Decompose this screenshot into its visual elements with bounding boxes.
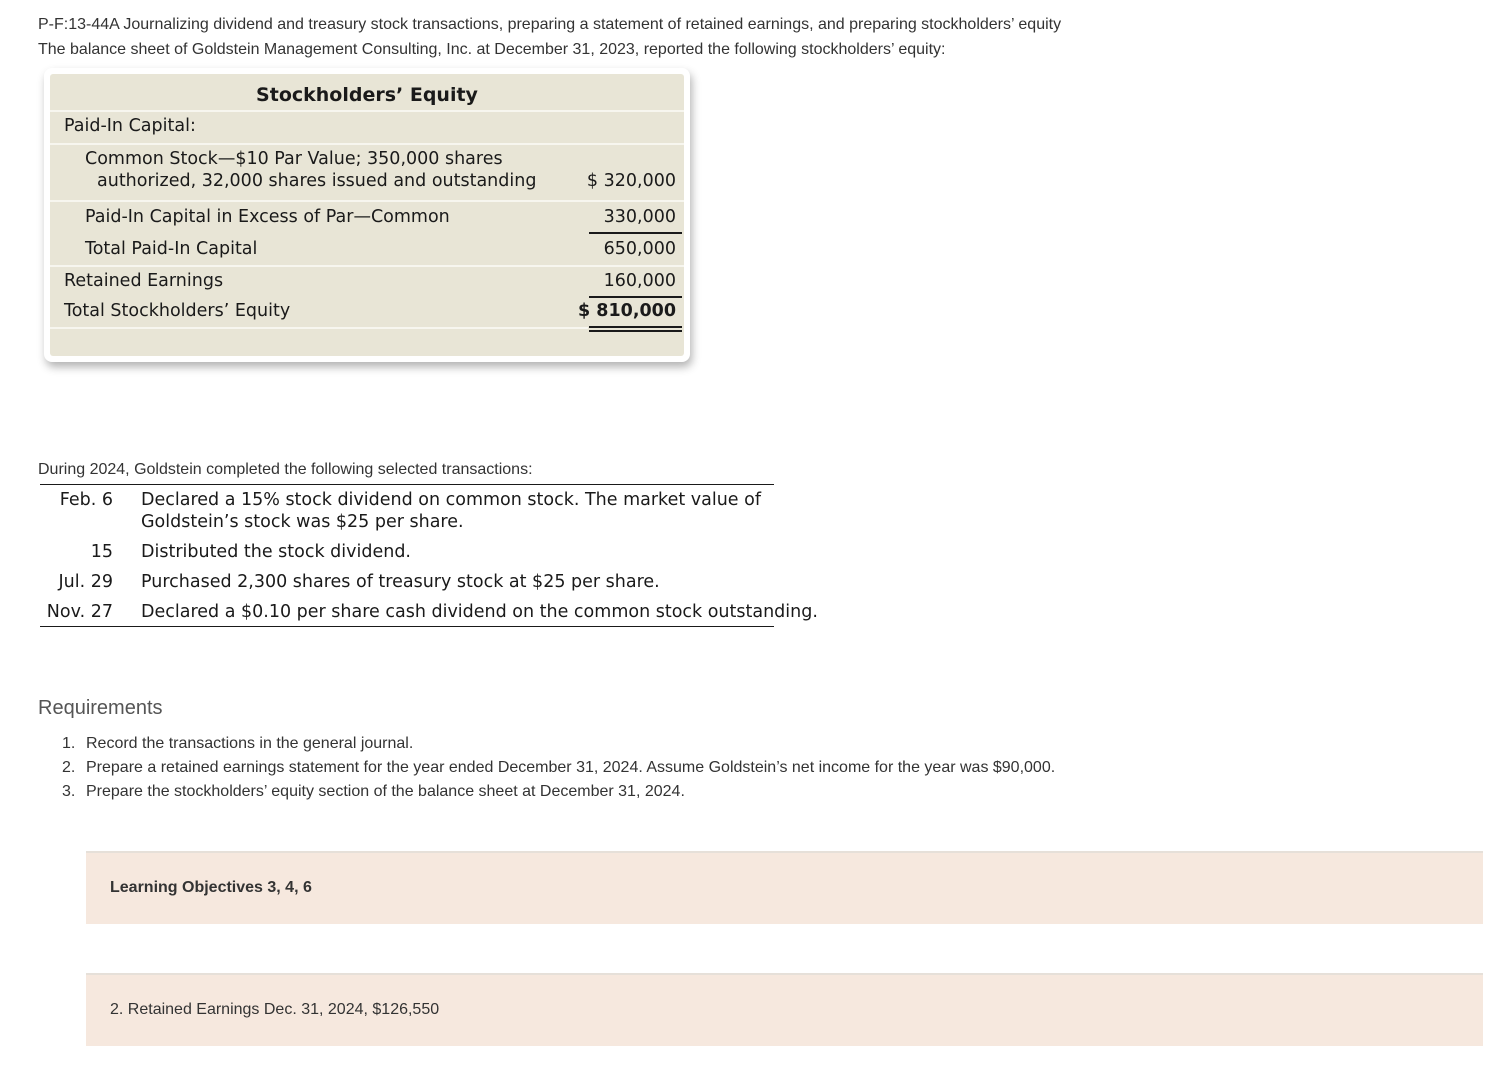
- excess-of-par-label: Paid-In Capital in Excess of Par—Common: [85, 207, 450, 227]
- requirement-item: [62, 783, 685, 801]
- check-figure-box: [86, 973, 1483, 1046]
- common-stock-amount: $ 320,000: [586, 171, 676, 191]
- row-divider: [50, 265, 684, 267]
- paid-in-capital-label: Paid-In Capital:: [64, 116, 196, 136]
- row-divider: [50, 200, 684, 202]
- requirement-text: Prepare the stockholders’ equity section of the balance sheet at December 31, 2024.: [86, 783, 685, 800]
- requirements-heading: Requirements: [38, 697, 163, 719]
- transactions-intro: During 2024, Goldstein completed the following selected transactions:: [38, 461, 533, 478]
- total-paid-in-amount: 650,000: [603, 239, 676, 259]
- common-stock-label-line1: Common Stock—$10 Par Value; 350,000 shares: [85, 149, 503, 169]
- requirement-text: Record the transactions in the general journal.: [86, 735, 414, 752]
- transaction-description: Declared a $0.10 per share cash dividend on the common stock outstanding.: [141, 602, 818, 622]
- transaction-description-line: Goldstein’s stock was $25 per share.: [141, 512, 464, 532]
- total-rule: [589, 296, 682, 298]
- total-paid-in-label: Total Paid-In Capital: [85, 239, 258, 259]
- requirement-number: 1.: [62, 735, 76, 752]
- transaction-date: Feb. 6: [59, 490, 113, 510]
- transaction-description: Distributed the stock dividend.: [141, 542, 411, 562]
- row-divider: [50, 110, 684, 112]
- total-equity-amount: $ 810,000: [578, 301, 676, 321]
- transaction-description: Purchased 2,300 shares of treasury stock at $25 per share.: [141, 572, 660, 592]
- total-equity-label: Total Stockholders’ Equity: [64, 301, 291, 321]
- requirement-number: 2.: [62, 759, 76, 776]
- problem-intro: The balance sheet of Goldstein Management Consulting, Inc. at December 31, 2023, reported the following stockholders’ equity:: [38, 41, 946, 58]
- double-rule-top: [589, 326, 682, 328]
- excess-of-par-amount: 330,000: [603, 207, 676, 227]
- transaction-description: [141, 489, 761, 533]
- retained-earnings-label: Retained Earnings: [64, 271, 224, 291]
- transactions-bottom-rule: [40, 626, 774, 627]
- double-rule-bottom: [589, 330, 682, 332]
- requirement-number: 3.: [62, 783, 76, 800]
- transactions-top-rule: [40, 484, 774, 485]
- learning-objectives-box: [86, 851, 1483, 924]
- transaction-date: 15: [90, 542, 113, 562]
- problem-title: P-F:13-44A Journalizing dividend and treasury stock transactions, preparing a statement of retained earnings, and preparing stockholders’ equity: [38, 16, 1062, 33]
- learning-objectives-text: Learning Objectives 3, 4, 6: [110, 879, 312, 896]
- common-stock-label-line2: authorized, 32,000 shares issued and outstanding: [97, 171, 537, 191]
- transaction-date: Nov. 27: [46, 602, 113, 622]
- requirement-item: [62, 735, 413, 753]
- transaction-description-line: Declared a 15% stock dividend on common stock. The market value of: [141, 490, 761, 510]
- stockholders-equity-table: [50, 74, 684, 356]
- row-divider: [50, 143, 684, 145]
- requirement-text: Prepare a retained earnings statement for the year ended December 31, 2024. Assume Goldstein’s net income for the year was $90,000.: [86, 759, 1056, 776]
- stockholders-equity-card: [44, 68, 690, 362]
- transaction-date: Jul. 29: [58, 572, 113, 592]
- retained-earnings-amount: 160,000: [603, 271, 676, 291]
- subtotal-rule: [589, 232, 682, 234]
- requirement-item: [62, 759, 1055, 777]
- equity-table-title: Stockholders’ Equity: [256, 84, 478, 106]
- check-figure-text: 2. Retained Earnings Dec. 31, 2024, $126,550: [110, 1001, 440, 1018]
- row-divider: [50, 327, 588, 329]
